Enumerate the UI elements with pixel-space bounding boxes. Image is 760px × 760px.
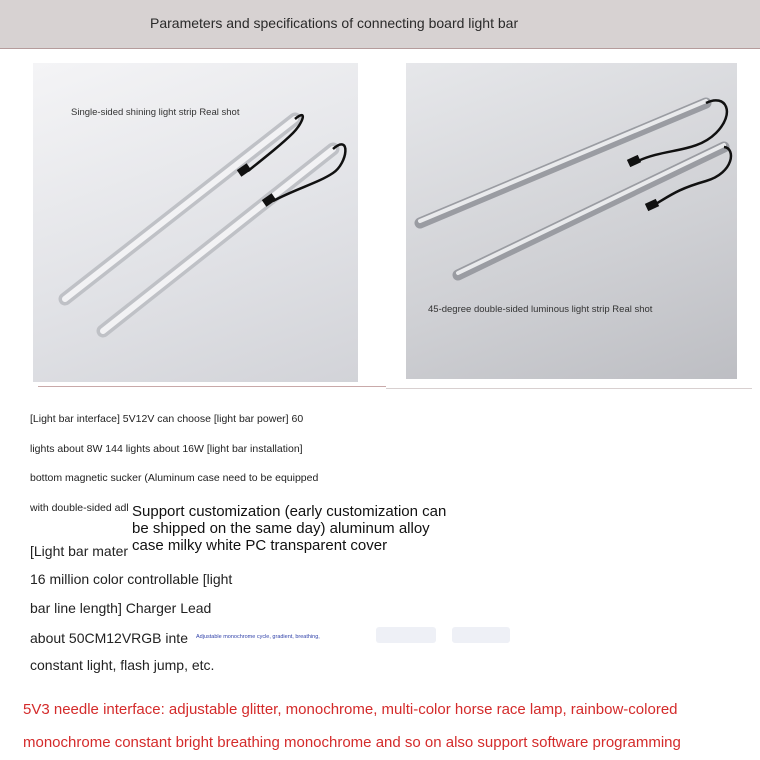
customization-overlay-text: Support customization (early customization can be shipped on the same day) aluminum alloy case milky white PC transparent cover	[132, 503, 462, 554]
tiny-feature-text: Adjustable monochrome cycle, gradient, breathing,	[196, 634, 320, 640]
divider-right	[386, 388, 752, 389]
light-strip-illustration-right	[406, 63, 737, 379]
faded-text-block	[452, 627, 510, 643]
photo-caption-left: Single-sided shining light strip Real shot	[71, 107, 240, 118]
spec-line: bottom magnetic sucker (Aluminum case need to be equipped	[30, 472, 319, 484]
header-bar	[0, 0, 760, 49]
spec-line: [Light bar interface] 5V12V can choose [light bar power] 60	[30, 413, 304, 425]
page-title: Parameters and specifications of connecting board light bar	[150, 15, 519, 31]
interface-red-line: monochrome constant bright breathing monochrome and so on also support software programming	[23, 734, 681, 751]
photo-single-sided-strip	[33, 63, 358, 382]
interface-red-line: 5V3 needle interface: adjustable glitter, monochrome, multi-color horse race lamp, rainbow-colored	[23, 701, 678, 718]
photo-double-sided-strip	[406, 63, 737, 379]
spec-line: 16 million color controllable [light	[30, 571, 233, 587]
spec-line: bar line length] Charger Lead	[30, 600, 212, 616]
spec-line: constant light, flash jump, etc.	[30, 657, 215, 673]
faded-text-block	[376, 627, 436, 643]
spec-line: about 50CM12VRGB inte	[30, 630, 188, 646]
spec-line: [Light bar mater	[30, 543, 129, 559]
spec-line: lights about 8W 144 lights about 16W [light bar installation]	[30, 443, 303, 455]
photo-caption-right: 45-degree double-sided luminous light strip Real shot	[428, 304, 653, 315]
spec-line: with double-sided adl	[30, 502, 129, 514]
divider-left	[38, 386, 386, 387]
